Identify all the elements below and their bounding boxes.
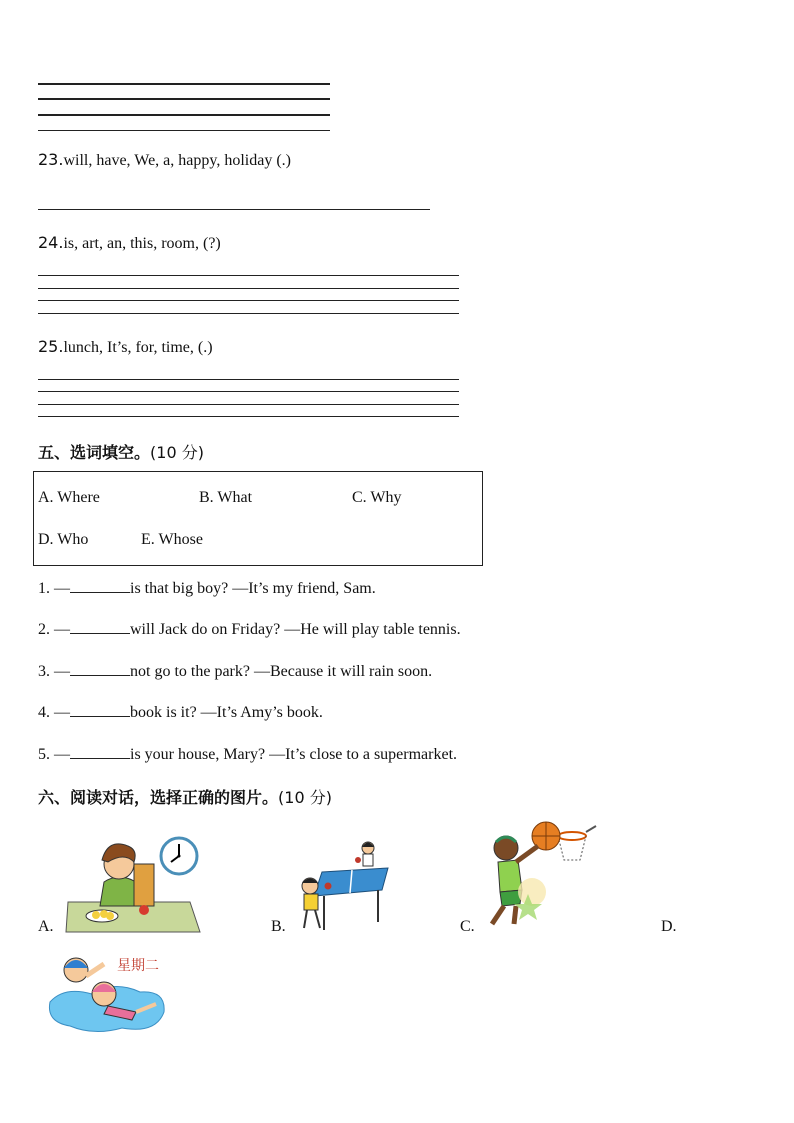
section-score: (10 分) bbox=[150, 443, 204, 462]
item-text: not go to the park? —Because it will rain soon. bbox=[130, 663, 433, 680]
option-d: D. Who bbox=[38, 531, 89, 548]
question-text: is, art, an, this, room, (?) bbox=[63, 235, 221, 252]
answer-blank[interactable] bbox=[70, 744, 130, 759]
item-prefix: 5. — bbox=[38, 746, 70, 763]
section-6-heading bbox=[38, 785, 332, 808]
item-text: is your house, Mary? —It’s close to a supermarket. bbox=[130, 746, 458, 763]
item-prefix: 4. — bbox=[38, 704, 70, 721]
section-title: 六、阅读对话，选择正确的图片。 bbox=[38, 788, 279, 807]
option-b: B. What bbox=[199, 489, 253, 506]
option-a: A. Where bbox=[38, 489, 100, 506]
answer-line bbox=[38, 379, 459, 380]
question-number: 25. bbox=[38, 337, 64, 356]
picture-a-lunch bbox=[64, 832, 204, 934]
question-24 bbox=[38, 233, 221, 254]
answer-line bbox=[38, 130, 330, 131]
picture-label-a: A. bbox=[38, 918, 54, 935]
answer-blank[interactable] bbox=[70, 661, 130, 676]
section-title: 五、选词填空。 bbox=[38, 443, 151, 462]
picture-label-b: B. bbox=[271, 918, 286, 935]
weekday-caption: 星期二 bbox=[117, 958, 159, 974]
question-23 bbox=[38, 150, 291, 171]
answer-line bbox=[38, 300, 459, 301]
answer-line bbox=[38, 98, 330, 100]
question-number: 24. bbox=[38, 233, 64, 252]
fill-item-5 bbox=[38, 744, 457, 765]
fill-item-2 bbox=[38, 619, 461, 640]
picture-c-basketball bbox=[484, 820, 600, 932]
fill-item-1 bbox=[38, 578, 376, 599]
answer-line bbox=[38, 83, 330, 85]
option-e: E. Whose bbox=[141, 531, 203, 548]
item-prefix: 1. — bbox=[38, 580, 70, 597]
answer-line bbox=[38, 288, 459, 289]
question-text: will, have, We, a, happy, holiday (.) bbox=[63, 152, 291, 169]
answer-line bbox=[38, 391, 459, 392]
option-c: C. Why bbox=[352, 489, 402, 506]
section-5-heading bbox=[38, 440, 204, 463]
answer-blank[interactable] bbox=[70, 619, 130, 634]
picture-label-c: C. bbox=[460, 918, 475, 935]
picture-b-table-tennis bbox=[292, 838, 396, 934]
picture-label-d: D. bbox=[661, 918, 677, 935]
answer-line bbox=[38, 416, 459, 417]
answer-blank[interactable] bbox=[70, 578, 130, 593]
fill-item-4 bbox=[38, 702, 323, 723]
answer-line bbox=[38, 313, 459, 314]
item-text: is that big boy? —It’s my friend, Sam. bbox=[130, 580, 376, 597]
question-25 bbox=[38, 337, 213, 358]
item-prefix: 3. — bbox=[38, 663, 70, 680]
answer-line bbox=[38, 209, 430, 210]
answer-blank[interactable] bbox=[70, 702, 130, 717]
answer-line bbox=[38, 275, 459, 276]
fill-item-3 bbox=[38, 661, 432, 682]
item-prefix: 2. — bbox=[38, 621, 70, 638]
question-text: lunch, It’s, for, time, (.) bbox=[63, 339, 213, 356]
item-text: book is it? —It’s Amy’s book. bbox=[130, 704, 323, 721]
section-score: (10 分) bbox=[278, 788, 332, 807]
answer-line bbox=[38, 404, 459, 405]
item-text: will Jack do on Friday? —He will play table tennis. bbox=[130, 621, 461, 638]
answer-line bbox=[38, 114, 330, 116]
question-number: 23. bbox=[38, 150, 64, 169]
options-box bbox=[33, 471, 483, 566]
